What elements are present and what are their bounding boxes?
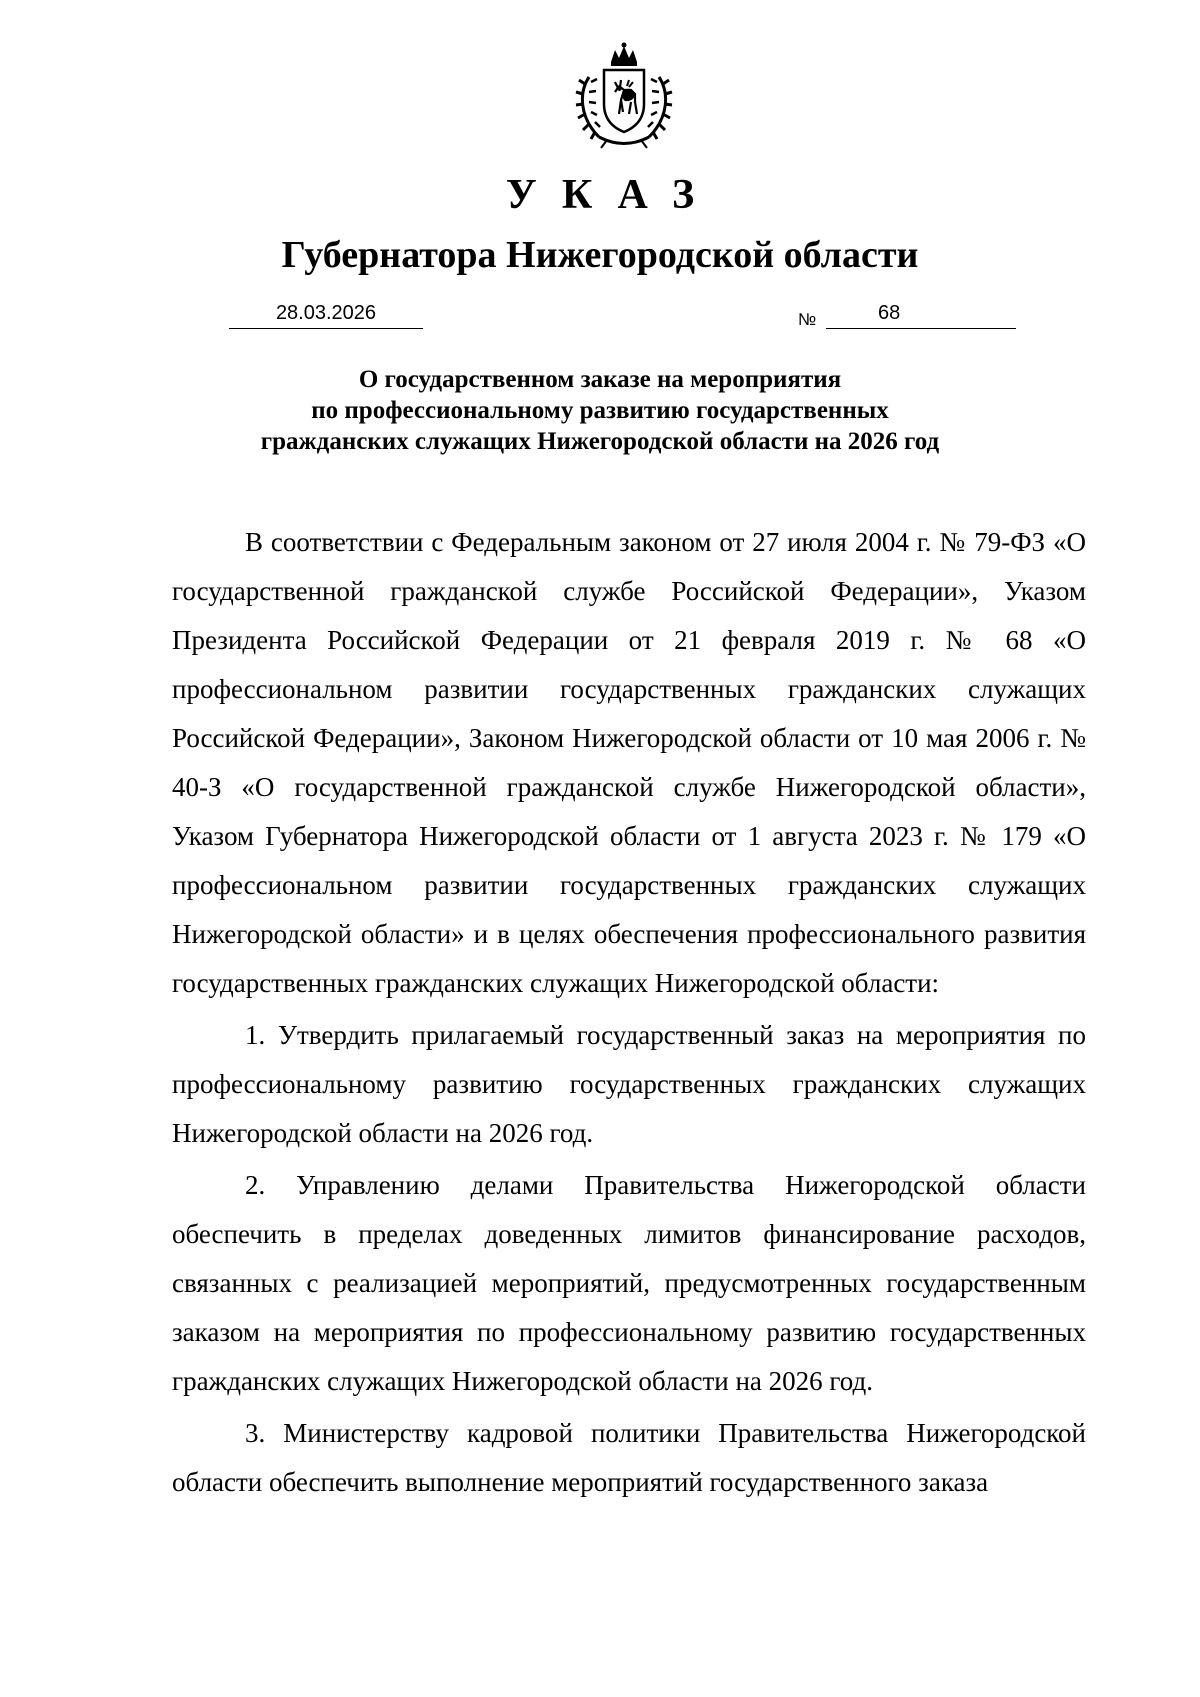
issuer-heading: Губернатора Нижегородской области [281,234,919,276]
clause-2: 2. Управлению делами Правительства Нижегородской области обеспечить в пределах доведенных лимитов финансирование расходов, связанных с реализацией мероприятий, предусмотренных государственным заказом на мероприятия по профессиональному развитию государственных гражданских служащих Нижегородской области на 2026 год. [172,1170,1086,1396]
document-body [172,518,1086,1507]
coat-of-arms-icon [569,42,679,150]
title-line: гражданских служащих Нижегородской области на 2026 год [260,428,940,455]
clause-3: 3. Министерству кадровой политики Правительства Нижегородской области обеспечить выполнение мероприятий государственного заказа [172,1418,1086,1497]
clause-1: 1. Утвердить прилагаемый государственный заказ на мероприятия по профессиональному развитию государственных гражданских служащих Нижегородской области на 2026 год. [172,1020,1086,1148]
number-sign: № [798,310,817,329]
date-number-row [0,300,1200,334]
document-date: 28.03.2026 [229,300,423,329]
title-line: по профессиональному развитию государственных [311,397,889,424]
title-line: О государственном заказе на мероприятия [358,366,842,393]
document-number: 68 [878,302,901,324]
document-title [150,364,1050,457]
document-type-heading: УКАЗ [505,172,720,218]
preamble-paragraph: В соответствии с Федеральным законом от 27 июля 2004 г. № 79-ФЗ «О государственной гражданской службе Российской Федерации», Указом Президента Российской Федерации от 21 февраля 2019 г. № 68 «О профессиональном развитии государственных гражданских служащих Российской Федерации», Законом Нижегородской области от 10 мая 2006 г. № 40-З «О государственной гражданской службе Нижегородской области», Указом Губернатора Нижегородской области от 1 августа 2023 г. № 179 «О профессиональном развитии государственных гражданских служащих Нижегородской области» и в целях обеспечения профессионального развития государственных гражданских служащих Нижегородской области: [172,527,1086,998]
document-number-field [826,300,1016,329]
